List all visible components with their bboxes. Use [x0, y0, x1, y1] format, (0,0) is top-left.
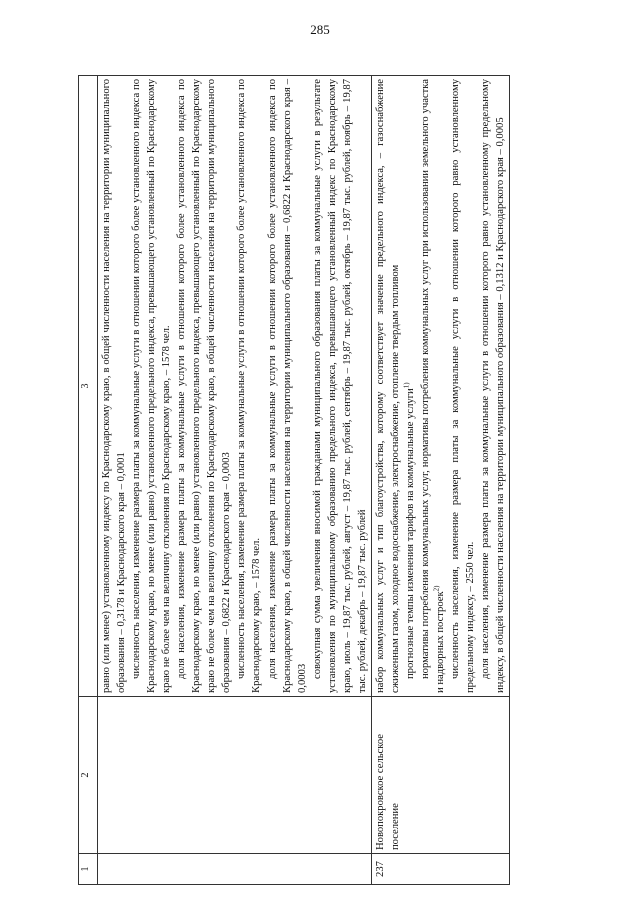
- footnote-mark: 1): [402, 382, 411, 389]
- data-table: [78, 75, 510, 885]
- rotated-table-area: [78, 75, 565, 885]
- paragraph: совокупная сумма увеличения вносимой гражданами муниципального образования платы за коммунальные услуги в результате установления по муниципальному образованию предельного индекса, превышающего установленный индекс по Краснодарскому краю, июль – 19,87 тыс. рублей, август – 19,87 тыс. рублей, сентябрь – 19,87 тыс. рублей, октябрь – 19,87 тыс. рублей, ноябрь – 19,87 тыс. рублей, декабрь – 19,87 тыс. рублей: [311, 79, 368, 693]
- column-header-3: 3: [79, 76, 98, 697]
- footnote-mark: 2): [432, 585, 441, 592]
- paragraph: доля населения, изменение размера платы за коммунальные услуги в отношении которого более установленного индекса по Краснодарскому краю, в общей численности населения на территории муниципального образования – 0,6822 и Краснодарского края – 0,0003: [266, 79, 308, 693]
- municipality-name: Новопокровское сельское поселение: [371, 697, 509, 854]
- row-number: [98, 854, 372, 885]
- table-row: [371, 76, 509, 885]
- paragraph: [418, 79, 448, 693]
- paragraph: доля населения, изменение размера платы за коммунальные услуги в отношении которого равно установленному предельному индексу, в общей численности населения на территории муниципального образования – 0,1312 и Краснодарского края – 0,0005: [480, 79, 507, 693]
- paragraph: численность населения, изменение размера платы за коммунальные услуги в отношении которого более установленного индекса по Краснодарскому краю, – 1578 чел.: [236, 79, 263, 693]
- paragraph-text: прогнозные темпы изменения тарифов на коммунальные услуги: [404, 388, 416, 679]
- column-header-2: 2: [79, 697, 98, 854]
- paragraph: доля населения, изменение размера платы за коммунальные услуги в отношении которого более установленного индекса по Краснодарскому краю, но менее (или равно) установленного предельного индекса, превышающего установленный по Краснодарскому краю не более чем на величину отклонения по Краснодарскому краю, в общей численности населения на территории муниципального образования – 0,6822 и Краснодарского края – 0,0003: [176, 79, 233, 693]
- column-number-row: [79, 76, 98, 885]
- row-description: [371, 76, 509, 697]
- paragraph: численность населения, изменение размера платы за коммунальные услуги в отношении которого более установленного индекса по Краснодарскому краю, но менее (или равно) установленного предельного индекса, превышающего установленный по Краснодарскому краю не более чем на величину отклонения по Краснодарскому краю, – 1578 чел.: [131, 79, 173, 693]
- paragraph-text: нормативы потребления коммунальных услуг, нормативы потребления коммунальных услуг при использовании земельного участка и надворных построек: [419, 79, 447, 693]
- paragraph: равно (или менее) установленному индексу по Краснодарскому краю, в общей численности населения на территории муниципального образования – 0,3178 и Краснодарского края – 0,0001: [101, 79, 128, 693]
- row-description: [98, 76, 372, 697]
- column-header-1: 1: [79, 854, 98, 885]
- table-row: [98, 76, 372, 885]
- paragraph: [403, 79, 418, 693]
- page-number: 285: [310, 22, 330, 37]
- paragraph: набор коммунальных услуг и тип благоустройства, которому соответствует значение предельного индекса, – газоснабжение сжиженным газом, холодное водоснабжение, электроснабжение, отопление твердым топливом: [374, 79, 401, 693]
- row-number: 237: [371, 854, 509, 885]
- municipality-name: [98, 697, 372, 854]
- paragraph: численность населения, изменение размера платы за коммунальные услуги в отношении которого равно установленному предельному индексу, – 2550 чел.: [450, 79, 477, 693]
